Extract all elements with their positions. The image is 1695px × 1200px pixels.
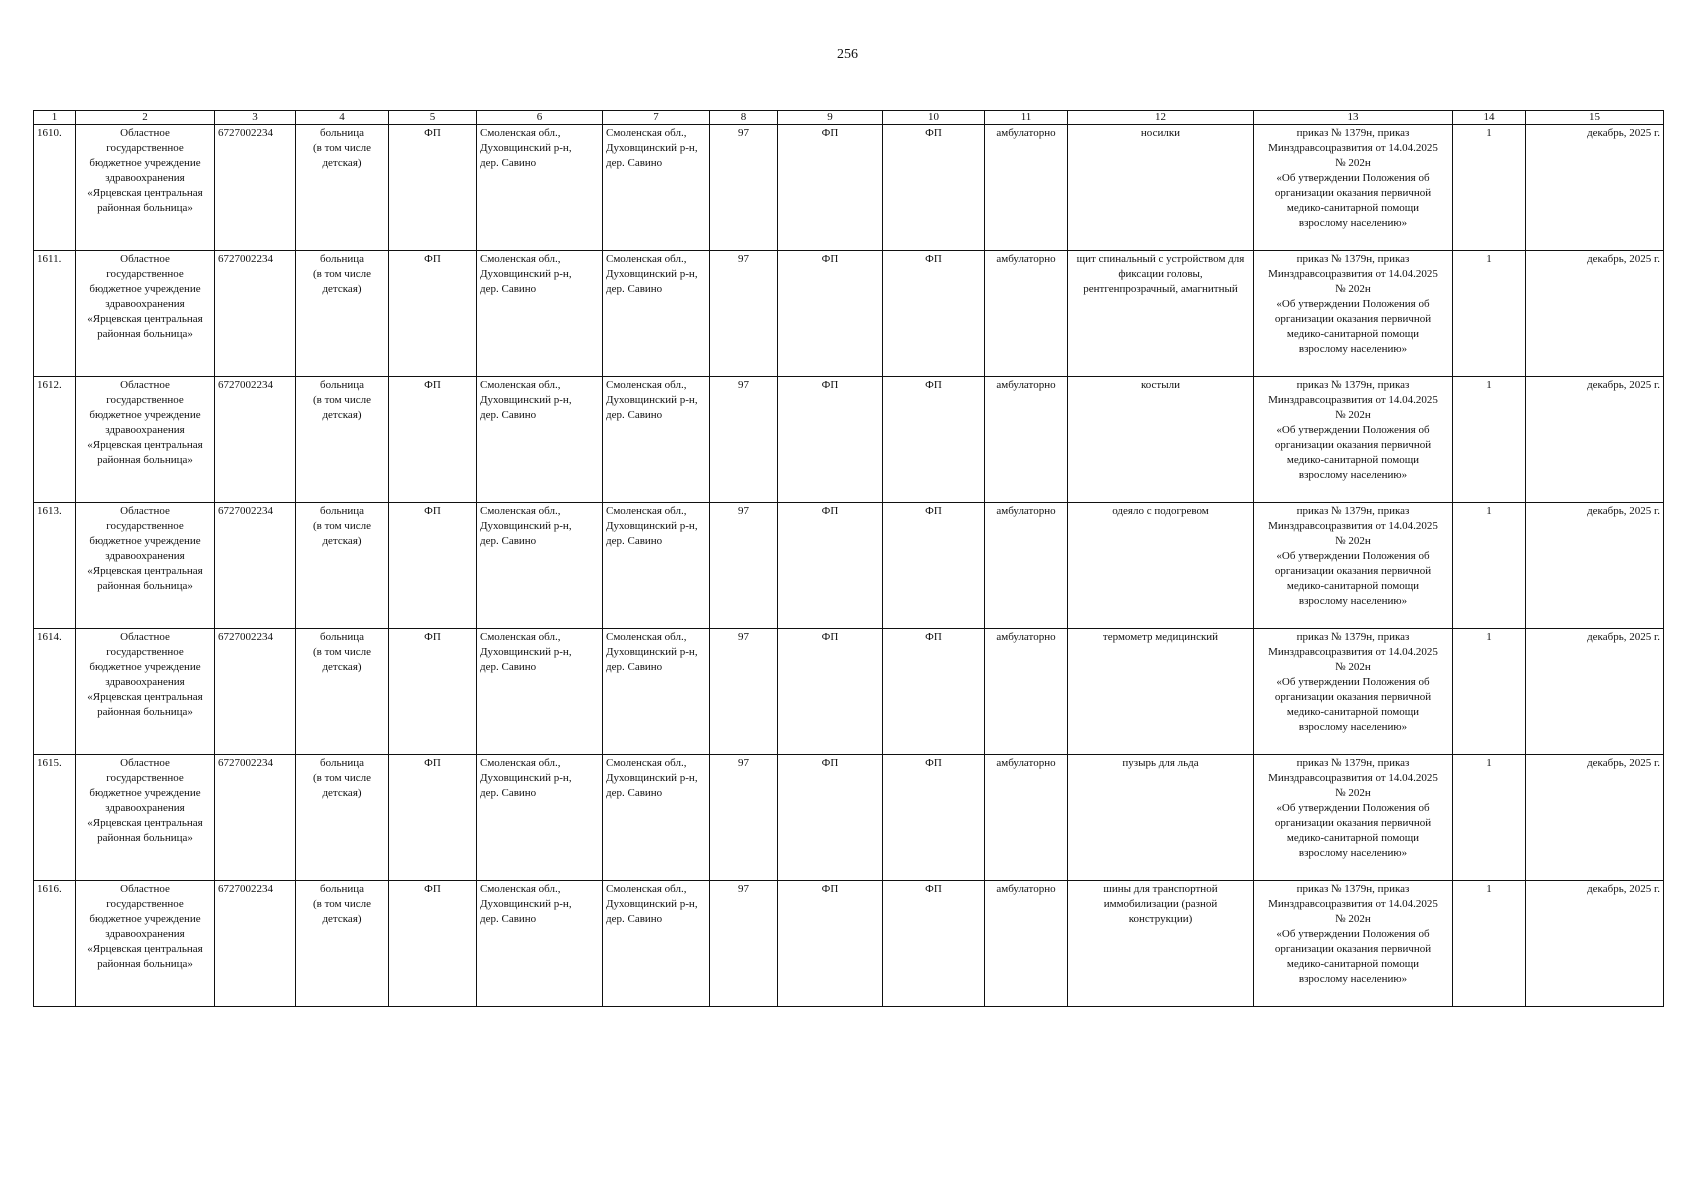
care-mode-cell: амбулаторно <box>985 251 1068 377</box>
unit-code-cell: ФП <box>389 881 477 1007</box>
address-cell: Смоленская обл., Духовщинский р-н, дер. Савино <box>477 251 603 377</box>
organization-name: Областное государственное бюджетное учреждение здравоохранения «Ярцевская центральная районная больница» <box>76 251 215 377</box>
table-row <box>34 377 1664 503</box>
care-mode-cell: амбулаторно <box>985 629 1068 755</box>
unit-code-cell: ФП <box>389 251 477 377</box>
quantity-cell: 1 <box>1453 125 1526 251</box>
unit-cell: ФП <box>778 755 883 881</box>
address-cell: Смоленская обл., Духовщинский р-н, дер. Савино <box>477 503 603 629</box>
facility-type: больница (в том числе детская) <box>296 125 389 251</box>
unit-cell: ФП <box>778 377 883 503</box>
unit-cell: ФП <box>778 629 883 755</box>
column-header: 1 <box>34 111 76 125</box>
unit-code-cell: ФП <box>389 629 477 755</box>
address-cell: Смоленская обл., Духовщинский р-н, дер. Савино <box>603 125 710 251</box>
unit-cell: ФП <box>883 377 985 503</box>
order-reference: приказ № 1379н, приказ Минздравсоцразвития от 14.04.2025 № 202н «Об утверждении Положения об организации оказания первичной медико-санитарной помощи взрослому населению» <box>1254 755 1453 881</box>
quantity-cell: 1 <box>1453 881 1526 1007</box>
inn-cell: 6727002234 <box>215 125 296 251</box>
care-mode-cell: амбулаторно <box>985 755 1068 881</box>
table-row <box>34 125 1664 251</box>
care-mode-cell: амбулаторно <box>985 503 1068 629</box>
row-number: 1613. <box>34 503 76 629</box>
deadline-cell: декабрь, 2025 г. <box>1526 881 1664 1007</box>
address-cell: Смоленская обл., Духовщинский р-н, дер. Савино <box>603 629 710 755</box>
deadline-cell: декабрь, 2025 г. <box>1526 251 1664 377</box>
address-cell: Смоленская обл., Духовщинский р-н, дер. Савино <box>477 755 603 881</box>
address-cell: Смоленская обл., Духовщинский р-н, дер. Савино <box>603 251 710 377</box>
unit-code-cell: ФП <box>389 125 477 251</box>
address-cell: Смоленская обл., Духовщинский р-н, дер. Савино <box>477 629 603 755</box>
document-table <box>33 110 1664 1007</box>
order-reference: приказ № 1379н, приказ Минздравсоцразвития от 14.04.2025 № 202н «Об утверждении Положения об организации оказания первичной медико-санитарной помощи взрослому населению» <box>1254 629 1453 755</box>
facility-type: больница (в том числе детская) <box>296 377 389 503</box>
unit-cell: ФП <box>883 251 985 377</box>
facility-type: больница (в том числе детская) <box>296 629 389 755</box>
code-cell: 97 <box>710 125 778 251</box>
column-header: 12 <box>1068 111 1254 125</box>
quantity-cell: 1 <box>1453 629 1526 755</box>
equipment-name: термометр медицинский <box>1068 629 1254 755</box>
unit-cell: ФП <box>883 881 985 1007</box>
code-cell: 97 <box>710 881 778 1007</box>
deadline-cell: декабрь, 2025 г. <box>1526 755 1664 881</box>
order-reference: приказ № 1379н, приказ Минздравсоцразвития от 14.04.2025 № 202н «Об утверждении Положения об организации оказания первичной медико-санитарной помощи взрослому населению» <box>1254 125 1453 251</box>
column-header: 4 <box>296 111 389 125</box>
table-row <box>34 881 1664 1007</box>
address-cell: Смоленская обл., Духовщинский р-н, дер. Савино <box>477 881 603 1007</box>
care-mode-cell: амбулаторно <box>985 377 1068 503</box>
inn-cell: 6727002234 <box>215 755 296 881</box>
column-header: 9 <box>778 111 883 125</box>
row-number: 1610. <box>34 125 76 251</box>
equipment-name: шины для транспортной иммобилизации (разной конструкции) <box>1068 881 1254 1007</box>
organization-name: Областное государственное бюджетное учреждение здравоохранения «Ярцевская центральная районная больница» <box>76 377 215 503</box>
equipment-name: одеяло с подогревом <box>1068 503 1254 629</box>
unit-cell: ФП <box>778 125 883 251</box>
deadline-cell: декабрь, 2025 г. <box>1526 629 1664 755</box>
unit-cell: ФП <box>778 881 883 1007</box>
equipment-name: щит спинальный с устройством для фиксации головы, рентгенпрозрачный, амагнитный <box>1068 251 1254 377</box>
inn-cell: 6727002234 <box>215 629 296 755</box>
organization-name: Областное государственное бюджетное учреждение здравоохранения «Ярцевская центральная районная больница» <box>76 755 215 881</box>
address-cell: Смоленская обл., Духовщинский р-н, дер. Савино <box>477 125 603 251</box>
deadline-cell: декабрь, 2025 г. <box>1526 377 1664 503</box>
equipment-name: пузырь для льда <box>1068 755 1254 881</box>
unit-cell: ФП <box>883 125 985 251</box>
order-reference: приказ № 1379н, приказ Минздравсоцразвития от 14.04.2025 № 202н «Об утверждении Положения об организации оказания первичной медико-санитарной помощи взрослому населению» <box>1254 377 1453 503</box>
column-header: 15 <box>1526 111 1664 125</box>
code-cell: 97 <box>710 377 778 503</box>
quantity-cell: 1 <box>1453 251 1526 377</box>
column-header: 5 <box>389 111 477 125</box>
inn-cell: 6727002234 <box>215 377 296 503</box>
column-header: 8 <box>710 111 778 125</box>
row-number: 1616. <box>34 881 76 1007</box>
code-cell: 97 <box>710 251 778 377</box>
address-cell: Смоленская обл., Духовщинский р-н, дер. Савино <box>603 881 710 1007</box>
unit-cell: ФП <box>883 629 985 755</box>
care-mode-cell: амбулаторно <box>985 881 1068 1007</box>
organization-name: Областное государственное бюджетное учреждение здравоохранения «Ярцевская центральная районная больница» <box>76 629 215 755</box>
row-number: 1612. <box>34 377 76 503</box>
care-mode-cell: амбулаторно <box>985 125 1068 251</box>
table-row <box>34 503 1664 629</box>
facility-type: больница (в том числе детская) <box>296 881 389 1007</box>
inn-cell: 6727002234 <box>215 881 296 1007</box>
column-header: 14 <box>1453 111 1526 125</box>
equipment-name: носилки <box>1068 125 1254 251</box>
address-cell: Смоленская обл., Духовщинский р-н, дер. Савино <box>603 377 710 503</box>
code-cell: 97 <box>710 503 778 629</box>
unit-code-cell: ФП <box>389 503 477 629</box>
inn-cell: 6727002234 <box>215 503 296 629</box>
column-header: 2 <box>76 111 215 125</box>
address-cell: Смоленская обл., Духовщинский р-н, дер. Савино <box>603 755 710 881</box>
address-cell: Смоленская обл., Духовщинский р-н, дер. Савино <box>603 503 710 629</box>
inn-cell: 6727002234 <box>215 251 296 377</box>
quantity-cell: 1 <box>1453 503 1526 629</box>
column-header: 11 <box>985 111 1068 125</box>
table-row <box>34 629 1664 755</box>
code-cell: 97 <box>710 755 778 881</box>
facility-type: больница (в том числе детская) <box>296 251 389 377</box>
unit-cell: ФП <box>778 251 883 377</box>
deadline-cell: декабрь, 2025 г. <box>1526 125 1664 251</box>
column-header: 7 <box>603 111 710 125</box>
order-reference: приказ № 1379н, приказ Минздравсоцразвития от 14.04.2025 № 202н «Об утверждении Положения об организации оказания первичной медико-санитарной помощи взрослому населению» <box>1254 251 1453 377</box>
unit-code-cell: ФП <box>389 755 477 881</box>
table-row <box>34 251 1664 377</box>
row-number: 1615. <box>34 755 76 881</box>
table-row <box>34 755 1664 881</box>
row-number: 1611. <box>34 251 76 377</box>
code-cell: 97 <box>710 629 778 755</box>
column-header: 6 <box>477 111 603 125</box>
facility-type: больница (в том числе детская) <box>296 503 389 629</box>
facility-type: больница (в том числе детская) <box>296 755 389 881</box>
row-number: 1614. <box>34 629 76 755</box>
page-number: 256 <box>837 47 858 62</box>
unit-cell: ФП <box>778 503 883 629</box>
address-cell: Смоленская обл., Духовщинский р-н, дер. Савино <box>477 377 603 503</box>
column-header: 3 <box>215 111 296 125</box>
organization-name: Областное государственное бюджетное учреждение здравоохранения «Ярцевская центральная районная больница» <box>76 881 215 1007</box>
organization-name: Областное государственное бюджетное учреждение здравоохранения «Ярцевская центральная районная больница» <box>76 503 215 629</box>
column-number-row <box>34 111 1664 125</box>
quantity-cell: 1 <box>1453 377 1526 503</box>
organization-name: Областное государственное бюджетное учреждение здравоохранения «Ярцевская центральная районная больница» <box>76 125 215 251</box>
deadline-cell: декабрь, 2025 г. <box>1526 503 1664 629</box>
order-reference: приказ № 1379н, приказ Минздравсоцразвития от 14.04.2025 № 202н «Об утверждении Положения об организации оказания первичной медико-санитарной помощи взрослому населению» <box>1254 503 1453 629</box>
column-header: 13 <box>1254 111 1453 125</box>
equipment-name: костыли <box>1068 377 1254 503</box>
unit-cell: ФП <box>883 503 985 629</box>
quantity-cell: 1 <box>1453 755 1526 881</box>
order-reference: приказ № 1379н, приказ Минздравсоцразвития от 14.04.2025 № 202н «Об утверждении Положения об организации оказания первичной медико-санитарной помощи взрослому населению» <box>1254 881 1453 1007</box>
unit-code-cell: ФП <box>389 377 477 503</box>
unit-cell: ФП <box>883 755 985 881</box>
column-header: 10 <box>883 111 985 125</box>
